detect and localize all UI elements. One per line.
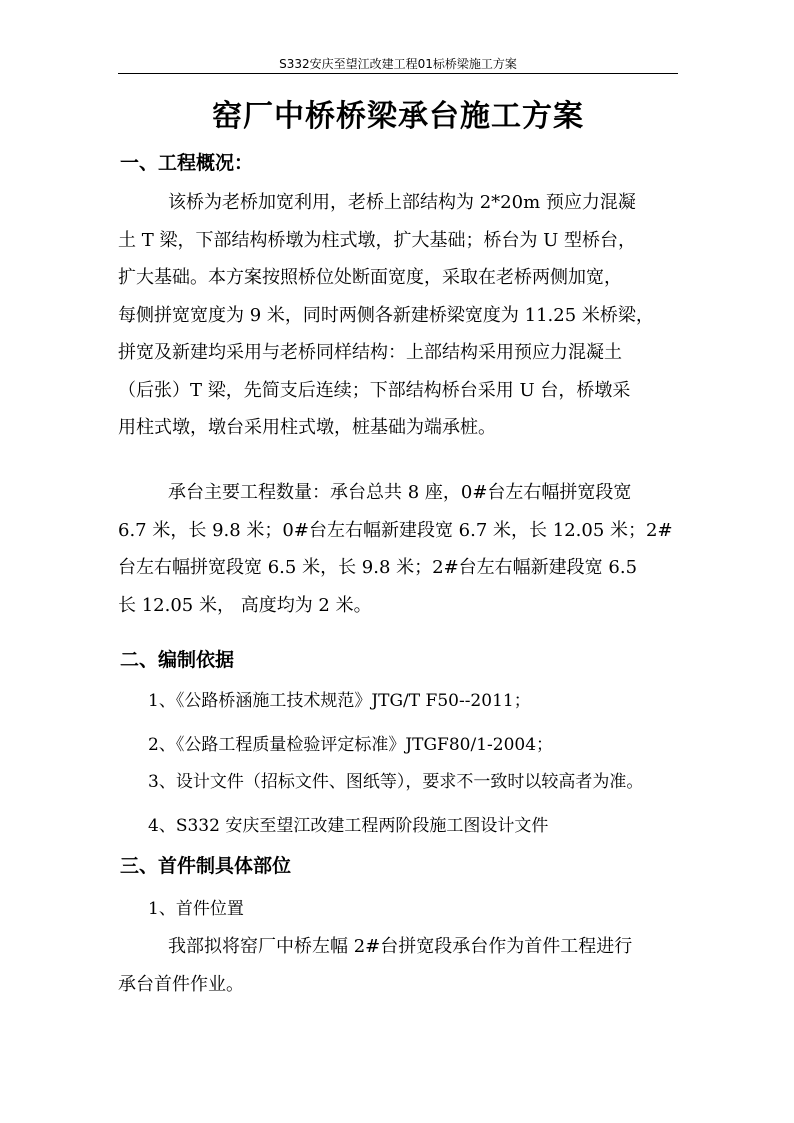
reference-item-4: 4、S332 安庆至望江改建工程两阶段施工图设计文件: [148, 816, 549, 836]
paragraph-line: 用柱式墩，墩台采用柱式墩，桩基础为端承桩。: [118, 417, 496, 438]
paragraph-line: 每侧拼宽宽度为 9 米，同时两侧各新建桥梁宽度为 11.25 米桥梁，: [118, 304, 654, 326]
paragraph-line: （后张）T 梁，先简支后连续；下部结构桥台采用 U 台，桥墩采: [118, 379, 631, 401]
document-title: 窑厂中桥桥梁承台施工方案: [212, 99, 584, 134]
paragraph-line: 承台主要工程数量：承台总共 8 座，0#台左右幅拼宽段宽: [168, 482, 632, 503]
reference-item-2: 2、《公路工程质量检验评定标准》JTGF80/1-2004；: [148, 735, 554, 755]
paragraph-line: 拼宽及新建均采用与老桥同样结构：上部结构采用预应力混凝土: [118, 342, 622, 363]
first-piece-paragraph: [118, 928, 680, 1003]
paragraph-line: 6.7 米，长 9.8 米；0#台左右幅新建段宽 6.7 米，长 12.05 米；2#: [118, 519, 673, 541]
paragraph-line: 土 T 梁，下部结构桥墩为柱式墩，扩大基础；桥台为 U 型桥台，: [118, 229, 637, 251]
overview-paragraph-1: [118, 184, 680, 447]
paragraph-line: 长 12.05 米， 高度均为 2 米。: [118, 594, 372, 616]
paragraph-line: 台左右幅拼宽段宽 6.5 米，长 9.8 米；2#台左右幅新建段宽 6.5: [118, 557, 638, 578]
paragraph-line: 扩大基础。本方案按照桥位处断面宽度，采取在老桥两侧加宽，: [118, 267, 622, 288]
reference-item-3: 3、设计文件（招标文件、图纸等），要求不一致时以较高者为准。: [148, 772, 644, 792]
section-heading-basis: 二、编制依据: [120, 649, 235, 671]
header-rule: [118, 73, 678, 74]
paragraph-line: 我部拟将窑厂中桥左幅 2#台拼宽段承台作为首件工程进行: [168, 936, 633, 957]
reference-item-1: 1、《公路桥涵施工技术规范》JTG/T F50--2011；: [148, 691, 531, 711]
subheading-first-piece-location: 1、首件位置: [148, 899, 244, 919]
section-heading-first-piece: 三、首件制具体部位: [120, 855, 292, 877]
overview-paragraph-2: [118, 474, 680, 624]
paragraph-line: 该桥为老桥加宽利用，老桥上部结构为 2*20m 预应力混凝: [168, 192, 636, 213]
paragraph-line: 承台首件作业。: [118, 973, 244, 995]
section-heading-overview: 一、工程概况：: [120, 152, 254, 174]
running-header: S332安庆至望江改建工程01标桥梁施工方案: [279, 57, 517, 71]
